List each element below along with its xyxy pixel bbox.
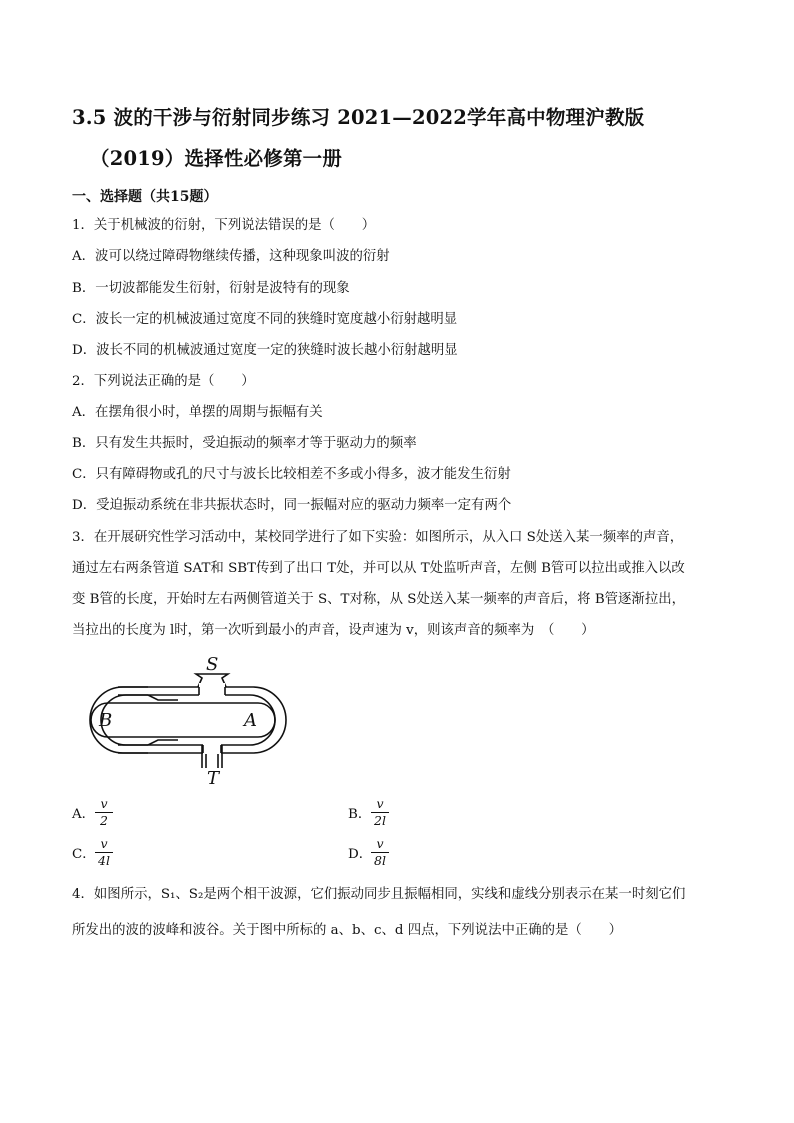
question-2-option-b: B．只有发生共振时，受迫振动的频率才等于驱动力的频率 [72, 436, 417, 451]
question-3-option-a-fraction [92, 797, 116, 828]
question-4-stem-line-2: 所发出的波的波峰和波谷。关于图中所标的 a、b、c、d 四点，下列说法中正确的是（ ） [72, 923, 622, 938]
fraction-numerator: v [100, 796, 108, 811]
fraction-numerator: v [376, 796, 384, 811]
fraction-denominator: 8l [374, 853, 386, 868]
question-1-option-a: A．波可以绕过障碍物继续传播，这种现象叫波的衍射 [72, 249, 390, 264]
pipe-diagram [68, 650, 288, 790]
question-1-stem: 1．关于机械波的衍射，下列说法错误的是（ ） [72, 218, 376, 233]
fraction-denominator: 2 [100, 813, 108, 828]
section-heading: 一、选择题（共15题） [72, 189, 218, 205]
question-3-stem-line-2: 通过左右两条管道 SAT和 SBT传到了出口 T处，并可以从 T处监听声音，左侧 B管可以拉出或推入以改 [72, 561, 685, 576]
question-3-option-b-letter: B． [348, 807, 372, 822]
question-3-stem-line-3: 变 B管的长度，开始时左右两侧管道关于 S、T对称，从 S处送入某一频率的声音后，将 B管逐渐拉出， [72, 592, 685, 607]
question-2-option-d: D．受迫振动系统在非共振状态时，同一振幅对应的驱动力频率一定有两个 [72, 498, 512, 513]
question-3-stem-line-1: 3．在开展研究性学习活动中，某校同学进行了如下实验：如图所示，从入口 S处送入某一频率的声音， [72, 530, 684, 545]
label-s: S [206, 654, 219, 675]
question-2-stem: 2．下列说法正确的是（ ） [72, 374, 255, 389]
label-a: A [244, 710, 257, 731]
question-4-stem-line-1: 4．如图所示，S₁、S₂是两个相干波源，它们振动同步且振幅相同，实线和虚线分别表示在某一时刻它们 [72, 887, 686, 902]
question-3-stem-line-4: 当拉出的长度为 l时，第一次听到最小的声音，设声速为 v，则该声音的频率为 （ ） [72, 623, 595, 638]
question-1-option-d: D．波长不同的机械波通过宽度一定的狭缝时波长越小衍射越明显 [72, 343, 458, 358]
document-title-line-1: 3.5 波的干涉与衍射同步练习 2021—2022学年高中物理沪教版 [72, 106, 645, 129]
question-3-option-d-fraction [368, 837, 392, 868]
label-b: B [99, 710, 113, 731]
question-3-option-d-letter: D． [348, 847, 373, 862]
fraction-denominator: 2l [374, 813, 386, 828]
fraction-numerator: v [376, 836, 384, 851]
question-3-option-c-letter: C． [72, 847, 96, 862]
fraction-denominator: 4l [98, 853, 110, 868]
fraction-numerator: v [100, 836, 108, 851]
question-3-option-c-fraction [92, 837, 116, 868]
document-title-line-2: （2019）选择性必修第一册 [90, 147, 343, 170]
label-t: T [207, 768, 220, 789]
question-2-option-c: C．只有障碍物或孔的尺寸与波长比较相差不多或小得多，波才能发生衍射 [72, 467, 511, 482]
question-3-option-a-letter: A． [72, 807, 96, 822]
question-2-option-a: A．在摆角很小时，单摆的周期与振幅有关 [72, 405, 323, 420]
question-3-option-b-fraction [368, 797, 392, 828]
question-1-option-c: C．波长一定的机械波通过宽度不同的狭缝时宽度越小衍射越明显 [72, 312, 458, 327]
question-1-option-b: B．一切波都能发生衍射，衍射是波特有的现象 [72, 281, 350, 296]
